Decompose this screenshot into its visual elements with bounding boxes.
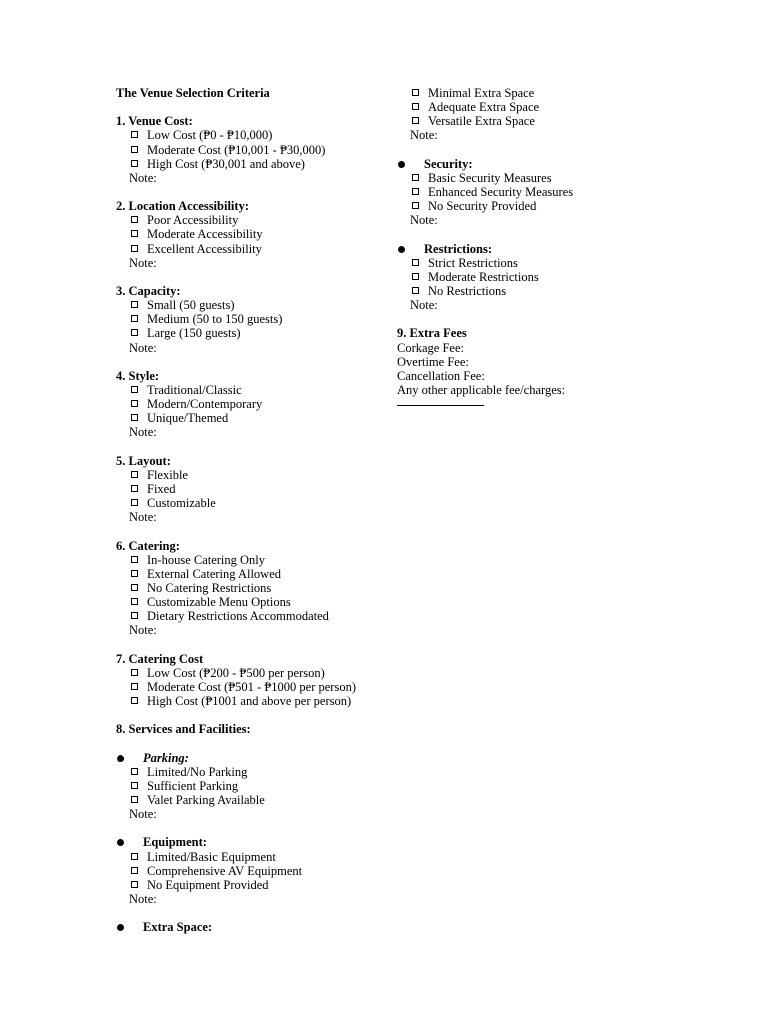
checkbox-icon[interactable] — [412, 287, 419, 294]
services-heading: 8. Services and Facilities: — [116, 722, 251, 737]
left-column — [116, 86, 386, 934]
checkbox-icon[interactable] — [131, 556, 138, 563]
layout-heading: 5. Layout: — [116, 453, 171, 468]
checkbox-icon[interactable] — [412, 273, 419, 280]
catering-option-no-restrictions[interactable]: No Catering Restrictions — [116, 581, 386, 595]
location-option-poor[interactable]: Poor Accessibility — [116, 213, 386, 227]
venue-cost-option-low[interactable]: Low Cost (₱0 - ₱10,000) — [116, 128, 386, 142]
bullet-icon — [116, 754, 125, 763]
extra-space-option-adequate[interactable]: Adequate Extra Space — [397, 100, 697, 114]
other-fees-label: Any other applicable fee/charges: — [397, 382, 566, 397]
style-heading: 4. Style: — [116, 368, 160, 383]
capacity-note: Note: — [129, 340, 157, 355]
extra-space-option-minimal[interactable]: Minimal Extra Space — [397, 86, 697, 100]
bullet-icon — [117, 839, 124, 846]
layout-option-fixed[interactable]: Fixed — [116, 482, 386, 496]
style-option-modern[interactable]: Modern/Contemporary — [116, 397, 386, 411]
bullet-icon — [117, 924, 124, 931]
checkbox-icon[interactable] — [131, 400, 138, 407]
restrictions-option-strict[interactable]: Strict Restrictions — [397, 256, 697, 270]
checkbox-icon[interactable] — [131, 669, 138, 676]
parking-note: Note: — [129, 807, 157, 822]
catering-note: Note: — [129, 623, 157, 638]
checkbox-icon[interactable] — [131, 146, 138, 153]
style-option-unique[interactable]: Unique/Themed — [116, 411, 386, 425]
checkbox-icon[interactable] — [131, 867, 138, 874]
restrictions-heading: Restrictions: — [397, 242, 697, 256]
equipment-heading: Equipment: — [116, 835, 386, 849]
checkbox-icon[interactable] — [131, 230, 138, 237]
parking-heading: Parking: — [116, 751, 386, 765]
location-note: Note: — [129, 255, 157, 270]
capacity-option-large[interactable]: Large (150 guests) — [116, 326, 386, 340]
checkbox-icon[interactable] — [131, 768, 138, 775]
venue-cost-note: Note: — [129, 170, 157, 185]
restrictions-option-moderate[interactable]: Moderate Restrictions — [397, 270, 697, 284]
parking-option-limited[interactable]: Limited/No Parking — [116, 765, 386, 779]
overtime-fee-label: Overtime Fee: — [397, 354, 469, 369]
parking-option-valet[interactable]: Valet Parking Available — [116, 793, 386, 807]
corkage-fee-label: Corkage Fee: — [397, 340, 464, 355]
cancellation-fee-label: Cancellation Fee: — [397, 368, 485, 383]
security-option-none[interactable]: No Security Provided — [397, 199, 697, 213]
checkbox-icon[interactable] — [131, 796, 138, 803]
equipment-option-basic[interactable]: Limited/Basic Equipment — [116, 850, 386, 864]
checkbox-icon[interactable] — [131, 245, 138, 252]
checkbox-icon[interactable] — [131, 598, 138, 605]
capacity-heading: 3. Capacity: — [116, 283, 181, 298]
checkbox-icon[interactable] — [131, 160, 138, 167]
checkbox-icon[interactable] — [131, 697, 138, 704]
checkbox-icon[interactable] — [412, 174, 419, 181]
checkbox-icon[interactable] — [131, 315, 138, 322]
catering-heading: 6. Catering: — [116, 538, 180, 553]
restrictions-option-none[interactable]: No Restrictions — [397, 284, 697, 298]
location-option-moderate[interactable]: Moderate Accessibility — [116, 227, 386, 241]
checkbox-icon[interactable] — [131, 499, 138, 506]
checkbox-icon[interactable] — [412, 202, 419, 209]
checkbox-icon[interactable] — [131, 471, 138, 478]
layout-option-flexible[interactable]: Flexible — [116, 468, 386, 482]
style-option-traditional[interactable]: Traditional/Classic — [116, 383, 386, 397]
catering-option-dietary[interactable]: Dietary Restrictions Accommodated — [116, 609, 386, 623]
checkbox-icon[interactable] — [131, 414, 138, 421]
bullet-icon — [398, 161, 405, 168]
equipment-note: Note: — [129, 892, 157, 907]
equipment-option-comprehensive[interactable]: Comprehensive AV Equipment — [116, 864, 386, 878]
right-column — [397, 86, 697, 417]
checkbox-icon[interactable] — [131, 584, 138, 591]
catering-option-custom-menu[interactable]: Customizable Menu Options — [116, 595, 386, 609]
venue-cost-option-high[interactable]: High Cost (₱30,001 and above) — [116, 157, 386, 171]
venue-cost-option-moderate[interactable]: Moderate Cost (₱10,001 - ₱30,000) — [116, 143, 386, 157]
checkbox-icon[interactable] — [131, 612, 138, 619]
catering-option-inhouse[interactable]: In-house Catering Only — [116, 553, 386, 567]
checkbox-icon[interactable] — [131, 386, 138, 393]
extra-space-option-versatile[interactable]: Versatile Extra Space — [397, 114, 697, 128]
fill-in-line[interactable] — [397, 405, 484, 406]
checkbox-icon[interactable] — [131, 881, 138, 888]
checkbox-icon[interactable] — [131, 782, 138, 789]
restrictions-note: Note: — [410, 298, 438, 313]
catering-cost-option-high[interactable]: High Cost (₱1001 and above per person) — [116, 694, 386, 708]
venue-cost-heading: 1. Venue Cost: — [116, 114, 193, 129]
checkbox-icon[interactable] — [131, 570, 138, 577]
catering-cost-heading: 7. Catering Cost — [116, 651, 204, 666]
location-heading: 2. Location Accessibility: — [116, 199, 249, 214]
checkbox-icon[interactable] — [412, 103, 419, 110]
document-title: The Venue Selection Criteria — [116, 86, 270, 100]
checkbox-icon[interactable] — [412, 89, 419, 96]
layout-note: Note: — [129, 510, 157, 525]
style-note: Note: — [129, 425, 157, 440]
equipment-option-none[interactable]: No Equipment Provided — [116, 878, 386, 892]
extra-space-heading: Extra Space: — [116, 920, 386, 934]
parking-option-sufficient[interactable]: Sufficient Parking — [116, 779, 386, 793]
security-heading: Security: — [397, 157, 697, 171]
bullet-icon — [398, 246, 405, 253]
checkbox-icon[interactable] — [412, 259, 419, 266]
checkbox-icon[interactable] — [131, 216, 138, 223]
checkbox-icon[interactable] — [131, 853, 138, 860]
checkbox-icon[interactable] — [412, 117, 419, 124]
location-option-excellent[interactable]: Excellent Accessibility — [116, 242, 386, 256]
security-note: Note: — [410, 213, 438, 228]
checkbox-icon[interactable] — [412, 188, 419, 195]
catering-option-external[interactable]: External Catering Allowed — [116, 567, 386, 581]
security-option-basic[interactable]: Basic Security Measures — [397, 171, 697, 185]
capacity-option-small[interactable]: Small (50 guests) — [116, 298, 386, 312]
extra-fees-heading: 9. Extra Fees — [397, 326, 467, 341]
capacity-option-medium[interactable]: Medium (50 to 150 guests) — [116, 312, 386, 326]
catering-cost-option-moderate[interactable]: Moderate Cost (₱501 - ₱1000 per person) — [116, 680, 386, 694]
checkbox-icon[interactable] — [131, 329, 138, 336]
fill-in-line-wrap — [397, 397, 697, 417]
extra-space-note: Note: — [410, 128, 438, 143]
security-option-enhanced[interactable]: Enhanced Security Measures — [397, 185, 697, 199]
checkbox-icon[interactable] — [131, 131, 138, 138]
catering-cost-option-low[interactable]: Low Cost (₱200 - ₱500 per person) — [116, 666, 386, 680]
checkbox-icon[interactable] — [131, 485, 138, 492]
checkbox-icon[interactable] — [131, 301, 138, 308]
checkbox-icon[interactable] — [131, 683, 138, 690]
layout-option-customizable[interactable]: Customizable — [116, 496, 386, 510]
